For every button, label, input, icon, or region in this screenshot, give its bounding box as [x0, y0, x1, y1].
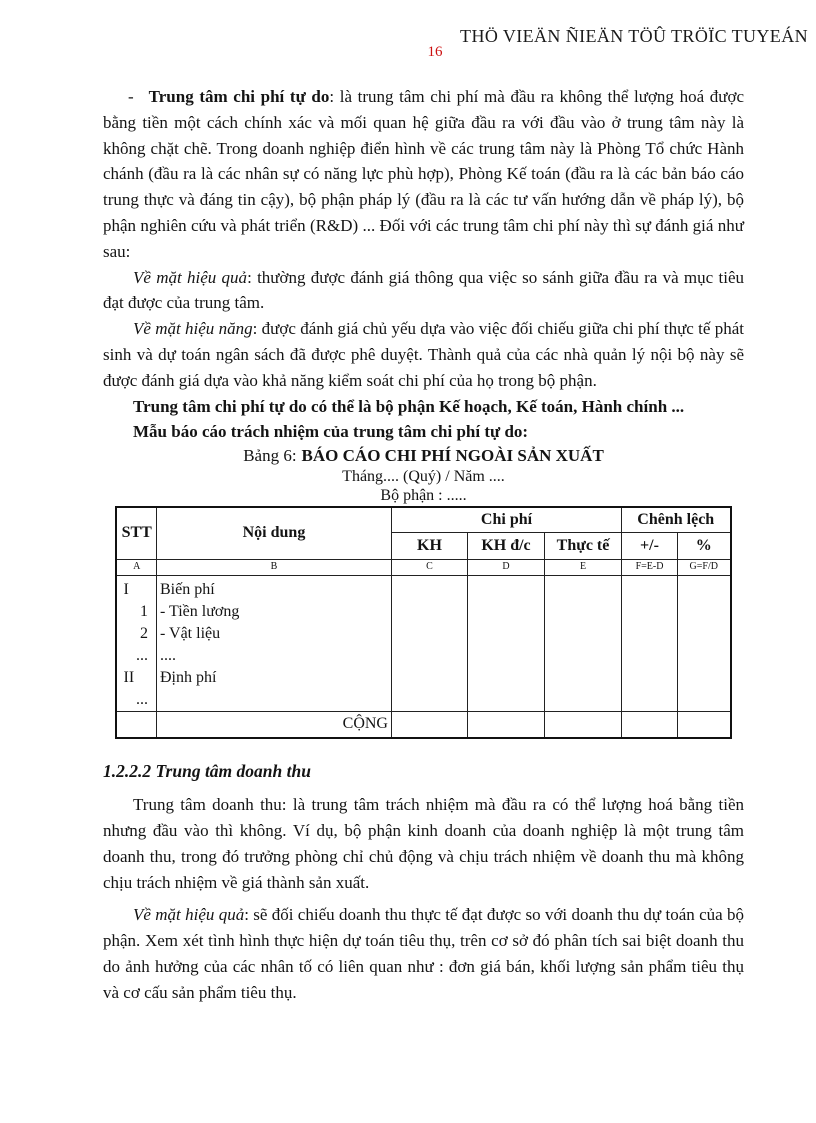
noi-dung-line: Định phí	[159, 668, 217, 686]
table-caption-title: BÁO CÁO CHI PHÍ NGOÀI SẢN XUẤT	[301, 446, 604, 466]
letter-cell-f: F=E-D	[622, 559, 678, 575]
section-heading-revenue-center: 1.2.2.2 Trung tâm doanh thu	[103, 761, 311, 782]
paragraph-body-text: : thường được đánh giá thông qua việc so sánh giữa đầu ra và mục tiêu đạt được của trung tâm.	[103, 267, 744, 313]
letter-cell-b: B	[156, 559, 391, 575]
col-header-percent: %	[678, 532, 731, 559]
stt-line: 1	[139, 602, 148, 620]
paragraph-free-cost-center	[103, 84, 744, 265]
empty-cell-kh	[391, 711, 467, 738]
table-caption	[103, 445, 744, 467]
empty-cell-kh-dc	[467, 575, 544, 711]
paragraph-body-text: : là trung tâm chi phí mà đầu ra không thể lượng hoá được bằng tiền một cách chính xác và mối quan hệ giữa đầu ra với đầu vào ở trung tâm này là không chặt chẽ. Trong doanh nghiệp điển hình về các trung tâm này là Phòng Tổ chức Hành chánh (đầu ra là các nhân sự có năng lực phù hợp), Phòng Kế toán (đầu ra là các bản báo cáo trung thực và đáng tin cậy), bộ phận pháp lý (đầu ra là các tư vấn hướng dẫn về pháp lý), bộ phận nghiên cứu và phát triển (R&D) ... Đối với các trung tâm chi phí này thì sự đánh giá như sau:	[103, 87, 744, 261]
paragraph-lead: Về mặt hiệu năng	[133, 319, 253, 339]
stt-line: 2	[139, 624, 148, 642]
empty-cell-kh-dc	[467, 711, 544, 738]
paragraph-revenue-hieu-qua	[103, 902, 744, 1005]
empty-cell-percent	[678, 711, 731, 738]
empty-cell-thuc-te	[544, 711, 621, 738]
paragraph-body-text: : được đánh giá chủ yếu dựa vào việc đối chiếu giữa chi phí thực tế phát sinh và dự toán ngân sách đã được phê duyệt. Thành quả của các nhà quản lý nội bộ này sẽ được đánh giá dựa vào khả năng kiểm soát chi phí của họ trong bộ phận.	[103, 319, 744, 390]
letter-cell-a: A	[116, 559, 156, 575]
col-header-kh-dc: KH đ/c	[467, 532, 544, 559]
letter-cell-g: G=F/D	[678, 559, 731, 575]
table-department-line: Bộ phận : .....	[380, 487, 467, 505]
col-header-kh: KH	[391, 532, 467, 559]
table-letter-row	[116, 559, 730, 575]
stt-line: II	[123, 668, 135, 686]
paragraph-lead: Về mặt hiệu quả	[133, 905, 245, 925]
site-header-title: THÖ VIEÄN ÑIEÄN TÖÛ TRÖÏC TUYEÁN	[460, 26, 808, 46]
table-total-row	[116, 711, 730, 738]
paragraph-hieu-nang	[103, 316, 744, 393]
col-header-thuc-te: Thực tế	[544, 532, 621, 559]
table-caption-prefix: Bảng 6:	[243, 446, 297, 466]
table-header-row	[116, 507, 730, 532]
col-header-stt: STT	[116, 507, 156, 559]
noi-dung-line	[160, 689, 388, 711]
bullet-dash: -	[128, 87, 134, 106]
paragraph-report-template: Mẫu báo cáo trách nhiệm của trung tâm chi phí tự do:	[133, 422, 529, 442]
cost-report-table	[115, 506, 731, 739]
paragraph-body-text: : sẽ đối chiếu doanh thu thực tế đạt được so với doanh thu dự toán của bộ phận. Xem xét tình hình thực hiện dự toán tiêu thụ, trên cơ sở đó phân tích sai biệt doanh thu do ảnh hưởng của các nhân tố có liên quan như : đơn giá bán, khối lượng sản phẩm tiêu thụ và cơ cấu sản phẩm tiêu thụ.	[103, 905, 744, 1002]
stt-line: I	[123, 580, 129, 598]
stt-line: ...	[135, 646, 148, 664]
empty-cell-kh	[391, 575, 467, 711]
stt-column-cell	[116, 575, 156, 711]
col-header-noi-dung: Nội dung	[156, 507, 391, 559]
page-number: 16	[427, 44, 443, 60]
paragraph-revenue-center: Trung tâm doanh thu: là trung tâm trách nhiệm mà đầu ra có thể lượng hoá bằng tiền nhưng đầu vào thì không. Ví dụ, bộ phận kinh doanh của doanh nghiệp là một trung tâm doanh thu, trong đó trưởng phòng chỉ chủ động và chịu trách nhiệm về doanh thu mà không chịu trách nhiệm về giá thành sản xuất.	[103, 795, 744, 892]
letter-cell-d: D	[467, 559, 544, 575]
empty-cell-plus-minus	[622, 711, 678, 738]
table-body-row	[116, 575, 730, 711]
noi-dung-line: Biến phí	[159, 580, 215, 598]
empty-cell-stt	[116, 711, 156, 738]
stt-line: ...	[135, 690, 148, 708]
letter-cell-c: C	[391, 559, 467, 575]
empty-cell-plus-minus	[622, 575, 678, 711]
empty-cell-percent	[678, 575, 731, 711]
empty-cell-thuc-te	[544, 575, 621, 711]
noi-dung-line: ....	[159, 646, 176, 664]
col-header-plus-minus: +/-	[622, 532, 678, 559]
paragraph-departments: Trung tâm chi phí tự do có thể là bộ phận Kế hoạch, Kế toán, Hành chính ...	[133, 396, 685, 416]
table-period-line: Tháng.... (Quý) / Năm ....	[342, 468, 505, 486]
letter-cell-e: E	[544, 559, 621, 575]
noi-dung-line: - Vật liệu	[159, 624, 221, 642]
paragraph-lead: Trung tâm chi phí tự do	[148, 87, 330, 106]
col-group-chi-phi: Chi phí	[391, 507, 621, 532]
page-content	[103, 84, 744, 1006]
noi-dung-line: - Tiền lương	[159, 602, 240, 620]
noi-dung-column-cell	[156, 575, 391, 711]
total-label: CỘNG	[156, 711, 391, 738]
paragraph-hieu-qua	[103, 265, 744, 317]
paragraph-lead: Về mặt hiệu quả	[133, 267, 248, 287]
col-group-chenh-lech: Chênh lệch	[622, 507, 731, 532]
